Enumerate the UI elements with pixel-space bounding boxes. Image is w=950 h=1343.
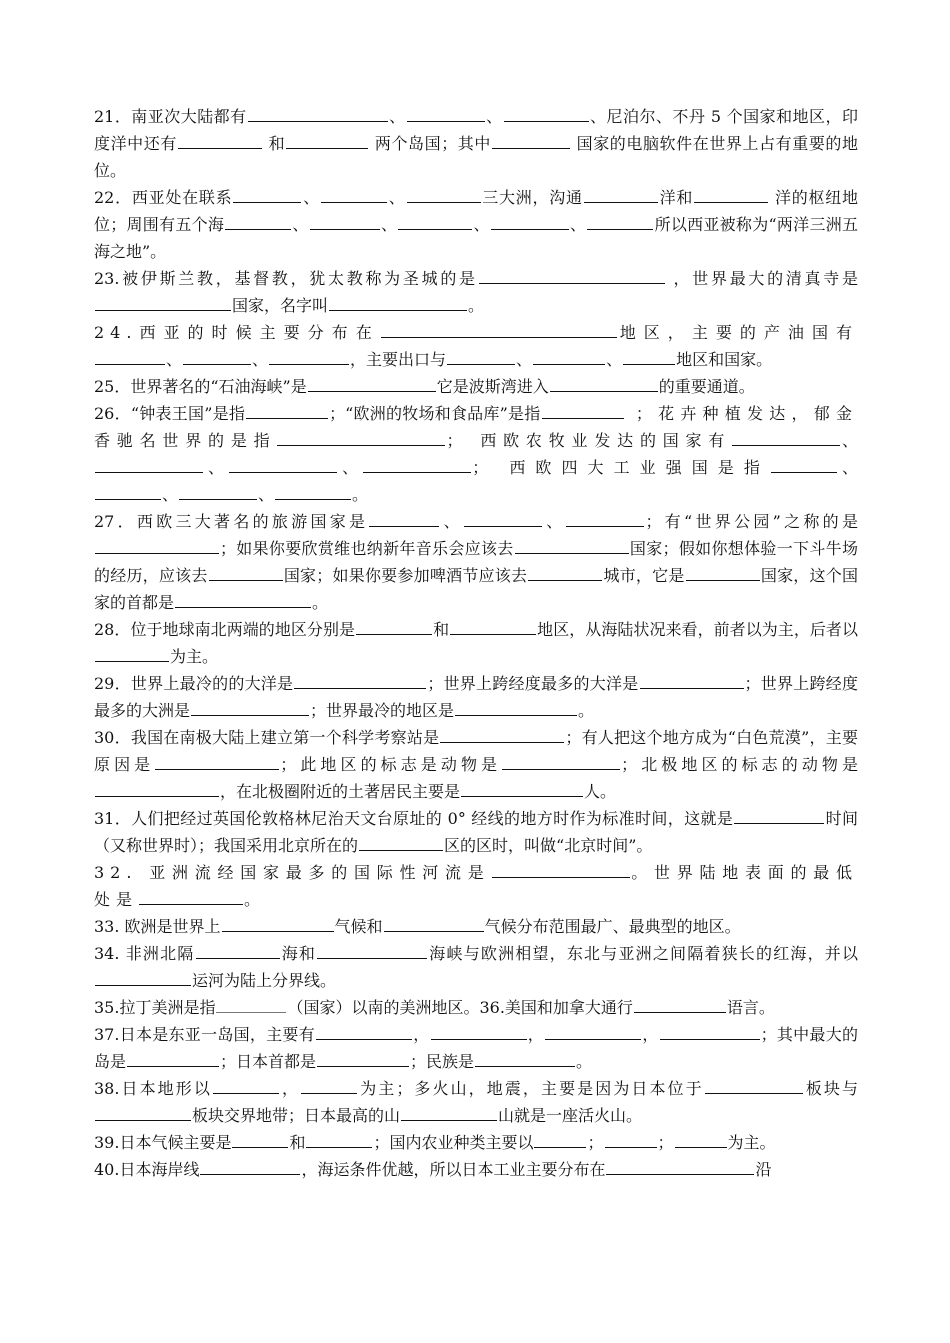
answer-blank[interactable] [95, 292, 231, 311]
question-38 [94, 1075, 858, 1129]
question-text: 、 [166, 350, 183, 369]
question-text: 35.拉丁美洲是指 [94, 998, 216, 1017]
answer-blank[interactable] [359, 832, 443, 851]
question-text: ， [279, 1079, 301, 1098]
question-text: 海和 [280, 944, 317, 963]
question-text: 31．人们把经过英国伦敦格林尼治天文台原址的 0° 经线的地方时作为标准时间，这就是 [94, 809, 734, 828]
question-text: ；世界最冷的地区是 [310, 701, 455, 720]
question-text: 34. 非洲北隔 [94, 944, 195, 963]
question-text: ；世界上跨经度最多的大洋是 [427, 674, 639, 693]
question-text: 、尼泊尔、不丹 5 个国家和地区，印度洋中还有 [94, 107, 858, 153]
question-text: 。 [244, 890, 261, 909]
question-text: 24.西亚的时候主要分布在 [94, 323, 380, 342]
question-text: 、 [473, 215, 490, 234]
answer-blank[interactable] [407, 103, 485, 122]
answer-blank[interactable] [545, 1021, 641, 1040]
question-28 [94, 616, 858, 670]
answer-blank[interactable] [95, 643, 169, 662]
question-text: ；“欧洲的牧场和食品库”是指 [329, 404, 541, 423]
question-text: 25．世界著名的“石油海峡”是 [94, 377, 307, 396]
answer-blank[interactable] [450, 616, 536, 635]
answer-blank[interactable] [95, 454, 203, 473]
answer-blank[interactable] [640, 670, 744, 689]
question-text: 22．西亚处在联系 [94, 188, 233, 207]
answer-blank[interactable] [407, 184, 481, 203]
question-27 [94, 508, 858, 616]
answer-blank[interactable] [675, 1129, 727, 1148]
question-text: 沿 [755, 1160, 772, 1179]
answer-blank[interactable] [381, 319, 617, 338]
question-text: 气候和 [334, 917, 383, 936]
question-text: ； 西欧农牧业发达的国家有 [446, 431, 732, 450]
answer-blank[interactable] [95, 535, 219, 554]
question-text: ；国内农业种类主要以 [373, 1133, 534, 1152]
question-text: ；花卉种植发达，郁金香驰名世界的是指 [94, 404, 858, 450]
answer-blank[interactable] [534, 1129, 586, 1148]
question-39 [94, 1129, 858, 1156]
answer-blank[interactable] [139, 886, 243, 905]
question-text: 国家，这个国家的首都是 [94, 566, 858, 612]
question-text: 区的区时，叫做“北京时间”。 [444, 836, 653, 855]
answer-blank[interactable] [528, 562, 602, 581]
question-text: 28．位于地球南北两端的地区分别是 [94, 620, 356, 639]
question-text: 、 [387, 188, 406, 207]
answer-blank[interactable] [660, 1021, 760, 1040]
question-text: 洋和 [658, 188, 694, 207]
question-text: 板块交界地带；日本最高的山 [192, 1106, 401, 1125]
answer-blank[interactable] [246, 400, 328, 419]
question-text: 山就是一座活火山。 [498, 1106, 643, 1125]
question-text: ，在北极圈附近的土著居民主要是 [220, 782, 461, 801]
answer-blank[interactable] [475, 1048, 575, 1067]
answer-blank[interactable] [269, 346, 349, 365]
answer-blank[interactable] [321, 184, 387, 203]
question-text: 洋的枢纽地位；周围有五个海 [94, 188, 858, 234]
answer-blank[interactable] [440, 724, 564, 743]
answer-blank[interactable] [191, 697, 309, 716]
question-text: 。世界陆地表面的最低处是 [94, 863, 858, 909]
answer-blank[interactable] [155, 751, 279, 770]
question-text: 国家，名字叫 [232, 296, 329, 315]
question-text: ；有“世界公园”之称的是 [645, 512, 858, 531]
question-text: 。 [352, 485, 369, 504]
question-text: 、 [569, 215, 587, 234]
question-text: 人。 [584, 782, 617, 801]
question-29 [94, 670, 858, 724]
question-text: 、 [204, 458, 229, 477]
question-text: 地区，从海陆状况来看，前者以为主，后者以 [537, 620, 858, 639]
question-text: ， [527, 1025, 545, 1044]
question-text: 。 [312, 593, 329, 612]
question-text: ；如果你要欣赏维也纳新年音乐会应该去 [220, 539, 514, 558]
question-text: 、 [302, 188, 320, 207]
answer-blank[interactable] [175, 589, 311, 608]
question-23 [94, 265, 858, 319]
question-text: ；北极地区的标志的动物是 [621, 755, 858, 774]
question-text: ； [657, 1133, 674, 1152]
question-text: ；民族是 [410, 1052, 475, 1071]
question-text: 板块与 [803, 1079, 858, 1098]
answer-blank[interactable] [95, 967, 191, 986]
answer-blank[interactable] [356, 616, 432, 635]
answer-blank[interactable] [306, 1129, 372, 1148]
question-text: 。 [468, 296, 485, 315]
question-text: 40.日本海岸线 [94, 1160, 200, 1179]
question-text: 32. 亚洲流经国家最多的国际性河流是 [94, 863, 491, 882]
answer-blank[interactable] [734, 805, 824, 824]
question-text: 为主。 [170, 647, 219, 666]
question-text: ；有人把这个地方成为“白色荒漠”，主要原因是 [94, 728, 858, 774]
answer-blank[interactable] [200, 1156, 300, 1175]
answer-blank[interactable] [623, 346, 675, 365]
question-text: （国家）以南的美洲地区。36.美国和加拿大通行 [287, 998, 633, 1017]
answer-blank[interactable] [533, 346, 605, 365]
question-text: ； 西欧四大工业强国是指 [472, 458, 770, 477]
question-21 [94, 103, 858, 184]
question-text: ，海运条件优越，所以日本工业主要分布在 [301, 1160, 606, 1179]
answer-blank[interactable] [248, 103, 388, 122]
question-text: 、 [292, 215, 309, 234]
question-text: 海峡与欧洲相望，东北与亚洲之间隔着狭长的红海，并以 [428, 944, 858, 963]
answer-blank[interactable] [515, 535, 629, 554]
answer-blank[interactable] [461, 778, 583, 797]
answer-blank[interactable] [550, 373, 658, 392]
question-text: 27．西欧三大著名的旅游国家是 [94, 512, 369, 531]
answer-blank[interactable] [316, 1021, 412, 1040]
question-text: 、 [542, 512, 566, 531]
question-text: 国家；如果你要参加啤酒节应该去 [283, 566, 528, 585]
question-text: 30．我国在南极大陆上建立第一个科学考察站是 [94, 728, 440, 747]
question-list [94, 103, 858, 1183]
question-text: 38.日本地形以 [94, 1079, 212, 1098]
answer-blank[interactable] [183, 346, 251, 365]
answer-blank[interactable] [196, 940, 280, 959]
answer-blank[interactable] [232, 1129, 288, 1148]
question-text: ； [587, 1133, 604, 1152]
question-text: 和 [433, 620, 450, 639]
question-text: 语言。 [726, 998, 775, 1017]
answer-blank[interactable] [464, 508, 542, 527]
answer-blank[interactable] [584, 184, 658, 203]
answer-blank[interactable] [229, 454, 337, 473]
question-text: 21．南亚次大陆都有 [94, 107, 247, 126]
question-text: 它是波斯湾进入 [436, 377, 549, 396]
question-text: 气候分布范围最广、最典型的地区。 [484, 917, 741, 936]
question-text: 。 [578, 701, 595, 720]
question-text: 29．世界上最冷的的大洋是 [94, 674, 294, 693]
answer-blank[interactable] [317, 1048, 409, 1067]
answer-blank[interactable] [686, 562, 760, 581]
question-text: 、 [252, 350, 269, 369]
question-text: ， [412, 1025, 430, 1044]
question-text: 城市，它是 [603, 566, 685, 585]
answer-blank[interactable] [491, 211, 569, 230]
answer-blank[interactable] [605, 1129, 657, 1148]
answer-blank[interactable] [398, 211, 472, 230]
question-text: ；此地区的标志是动物是 [280, 755, 502, 774]
question-26 [94, 400, 858, 508]
answer-blank[interactable] [329, 292, 467, 311]
question-text: ，主要出口与 [350, 350, 447, 369]
question-35-36 [94, 994, 858, 1021]
question-text: 33. 欧洲是世界上 [94, 917, 221, 936]
question-text: 国家的电脑软件在世界上占有重要的地位。 [94, 134, 858, 180]
answer-blank[interactable] [95, 346, 165, 365]
answer-blank[interactable] [209, 562, 283, 581]
question-text: 39.日本气候主要是 [94, 1133, 232, 1152]
question-text: 、 [388, 107, 406, 126]
question-text: 所以西亚被称为“两洋三洲五海之地”。 [94, 215, 858, 261]
answer-blank[interactable] [95, 481, 161, 500]
question-text: 地区，主要的产油国有 [617, 323, 858, 342]
question-text: 国家；假如你想体验一下斗牛场的经历，应该去 [94, 539, 858, 585]
question-40 [94, 1156, 858, 1183]
answer-blank[interactable] [178, 130, 262, 149]
answer-blank[interactable] [95, 778, 219, 797]
question-text: 。 [576, 1052, 593, 1071]
answer-blank[interactable] [363, 454, 471, 473]
answer-blank[interactable] [294, 670, 426, 689]
question-text: 、 [837, 458, 858, 477]
question-text: 为主；多火山，地震，主要是因为日本位于 [358, 1079, 704, 1098]
question-text: 时间（又称世界时）；我国采用北京所在的 [94, 809, 858, 855]
answer-blank[interactable] [606, 1156, 754, 1175]
question-text: 和 [262, 134, 286, 153]
answer-blank[interactable] [634, 994, 726, 1013]
question-32 [94, 859, 858, 913]
question-text: 、 [841, 431, 858, 450]
answer-blank[interactable] [479, 265, 665, 284]
question-33 [94, 913, 858, 940]
question-text: ；世界上跨经度最多的大洲是 [94, 674, 858, 720]
question-34 [94, 940, 858, 994]
answer-blank[interactable] [542, 400, 624, 419]
answer-blank[interactable] [369, 508, 439, 527]
answer-blank[interactable] [732, 427, 840, 446]
question-text: 两个岛国；其中 [369, 134, 491, 153]
answer-blank[interactable] [566, 508, 644, 527]
question-30 [94, 724, 858, 805]
answer-blank[interactable] [587, 211, 653, 230]
answer-blank[interactable] [213, 1075, 279, 1094]
question-22 [94, 184, 858, 265]
question-text: 、 [380, 215, 398, 234]
answer-blank[interactable] [694, 184, 768, 203]
answer-blank[interactable] [492, 859, 630, 878]
answer-blank[interactable] [127, 1048, 219, 1067]
question-24 [94, 319, 858, 373]
question-text: 、 [162, 485, 179, 504]
question-text: ；其中最大的岛是 [94, 1025, 858, 1071]
answer-blank[interactable] [384, 913, 484, 932]
answer-blank[interactable] [492, 130, 570, 149]
answer-blank[interactable] [179, 481, 257, 500]
answer-blank[interactable] [317, 940, 427, 959]
question-text: ；日本首都是 [220, 1052, 317, 1071]
question-text: 、 [606, 350, 623, 369]
answer-blank[interactable] [431, 1021, 527, 1040]
answer-blank[interactable] [310, 211, 380, 230]
answer-blank[interactable] [95, 1102, 191, 1121]
answer-blank[interactable] [447, 346, 515, 365]
question-text: 、 [485, 107, 503, 126]
answer-blank[interactable] [705, 1075, 803, 1094]
question-text: 地区和国家。 [676, 350, 773, 369]
answer-blank[interactable] [301, 1075, 357, 1094]
question-31 [94, 805, 858, 859]
answer-blank[interactable] [401, 1102, 497, 1121]
question-text: 37.日本是东亚一岛国，主要有 [94, 1025, 315, 1044]
question-text: 23.被伊斯兰教，基督教，犹太教称为圣城的是 [94, 269, 478, 288]
answer-blank[interactable] [286, 130, 368, 149]
question-text: 、 [440, 512, 463, 531]
question-text: 、 [516, 350, 533, 369]
question-text: 为主。 [727, 1133, 776, 1152]
answer-blank[interactable] [222, 913, 334, 932]
answer-blank[interactable] [233, 184, 301, 203]
answer-blank[interactable] [504, 103, 589, 122]
question-text: 的重要通道。 [658, 377, 755, 396]
answer-blank[interactable] [225, 211, 291, 230]
answer-blank[interactable] [771, 454, 837, 473]
question-25 [94, 373, 858, 400]
question-text: ， [642, 1025, 659, 1044]
answer-blank[interactable] [455, 697, 577, 716]
answer-blank[interactable] [216, 994, 286, 1013]
question-text: 运河为陆上分界线。 [192, 971, 337, 990]
question-text: 、 [258, 485, 275, 504]
question-text: ，世界最大的清真寺是 [665, 269, 858, 288]
answer-blank[interactable] [502, 751, 620, 770]
answer-blank[interactable] [277, 427, 445, 446]
question-text: 三大洲，沟通 [481, 188, 583, 207]
answer-blank[interactable] [308, 373, 436, 392]
answer-blank[interactable] [275, 481, 351, 500]
question-text: 26．“钟表王国”是指 [94, 404, 246, 423]
question-text: 、 [338, 458, 363, 477]
question-37 [94, 1021, 858, 1075]
question-text: 和 [289, 1133, 306, 1152]
